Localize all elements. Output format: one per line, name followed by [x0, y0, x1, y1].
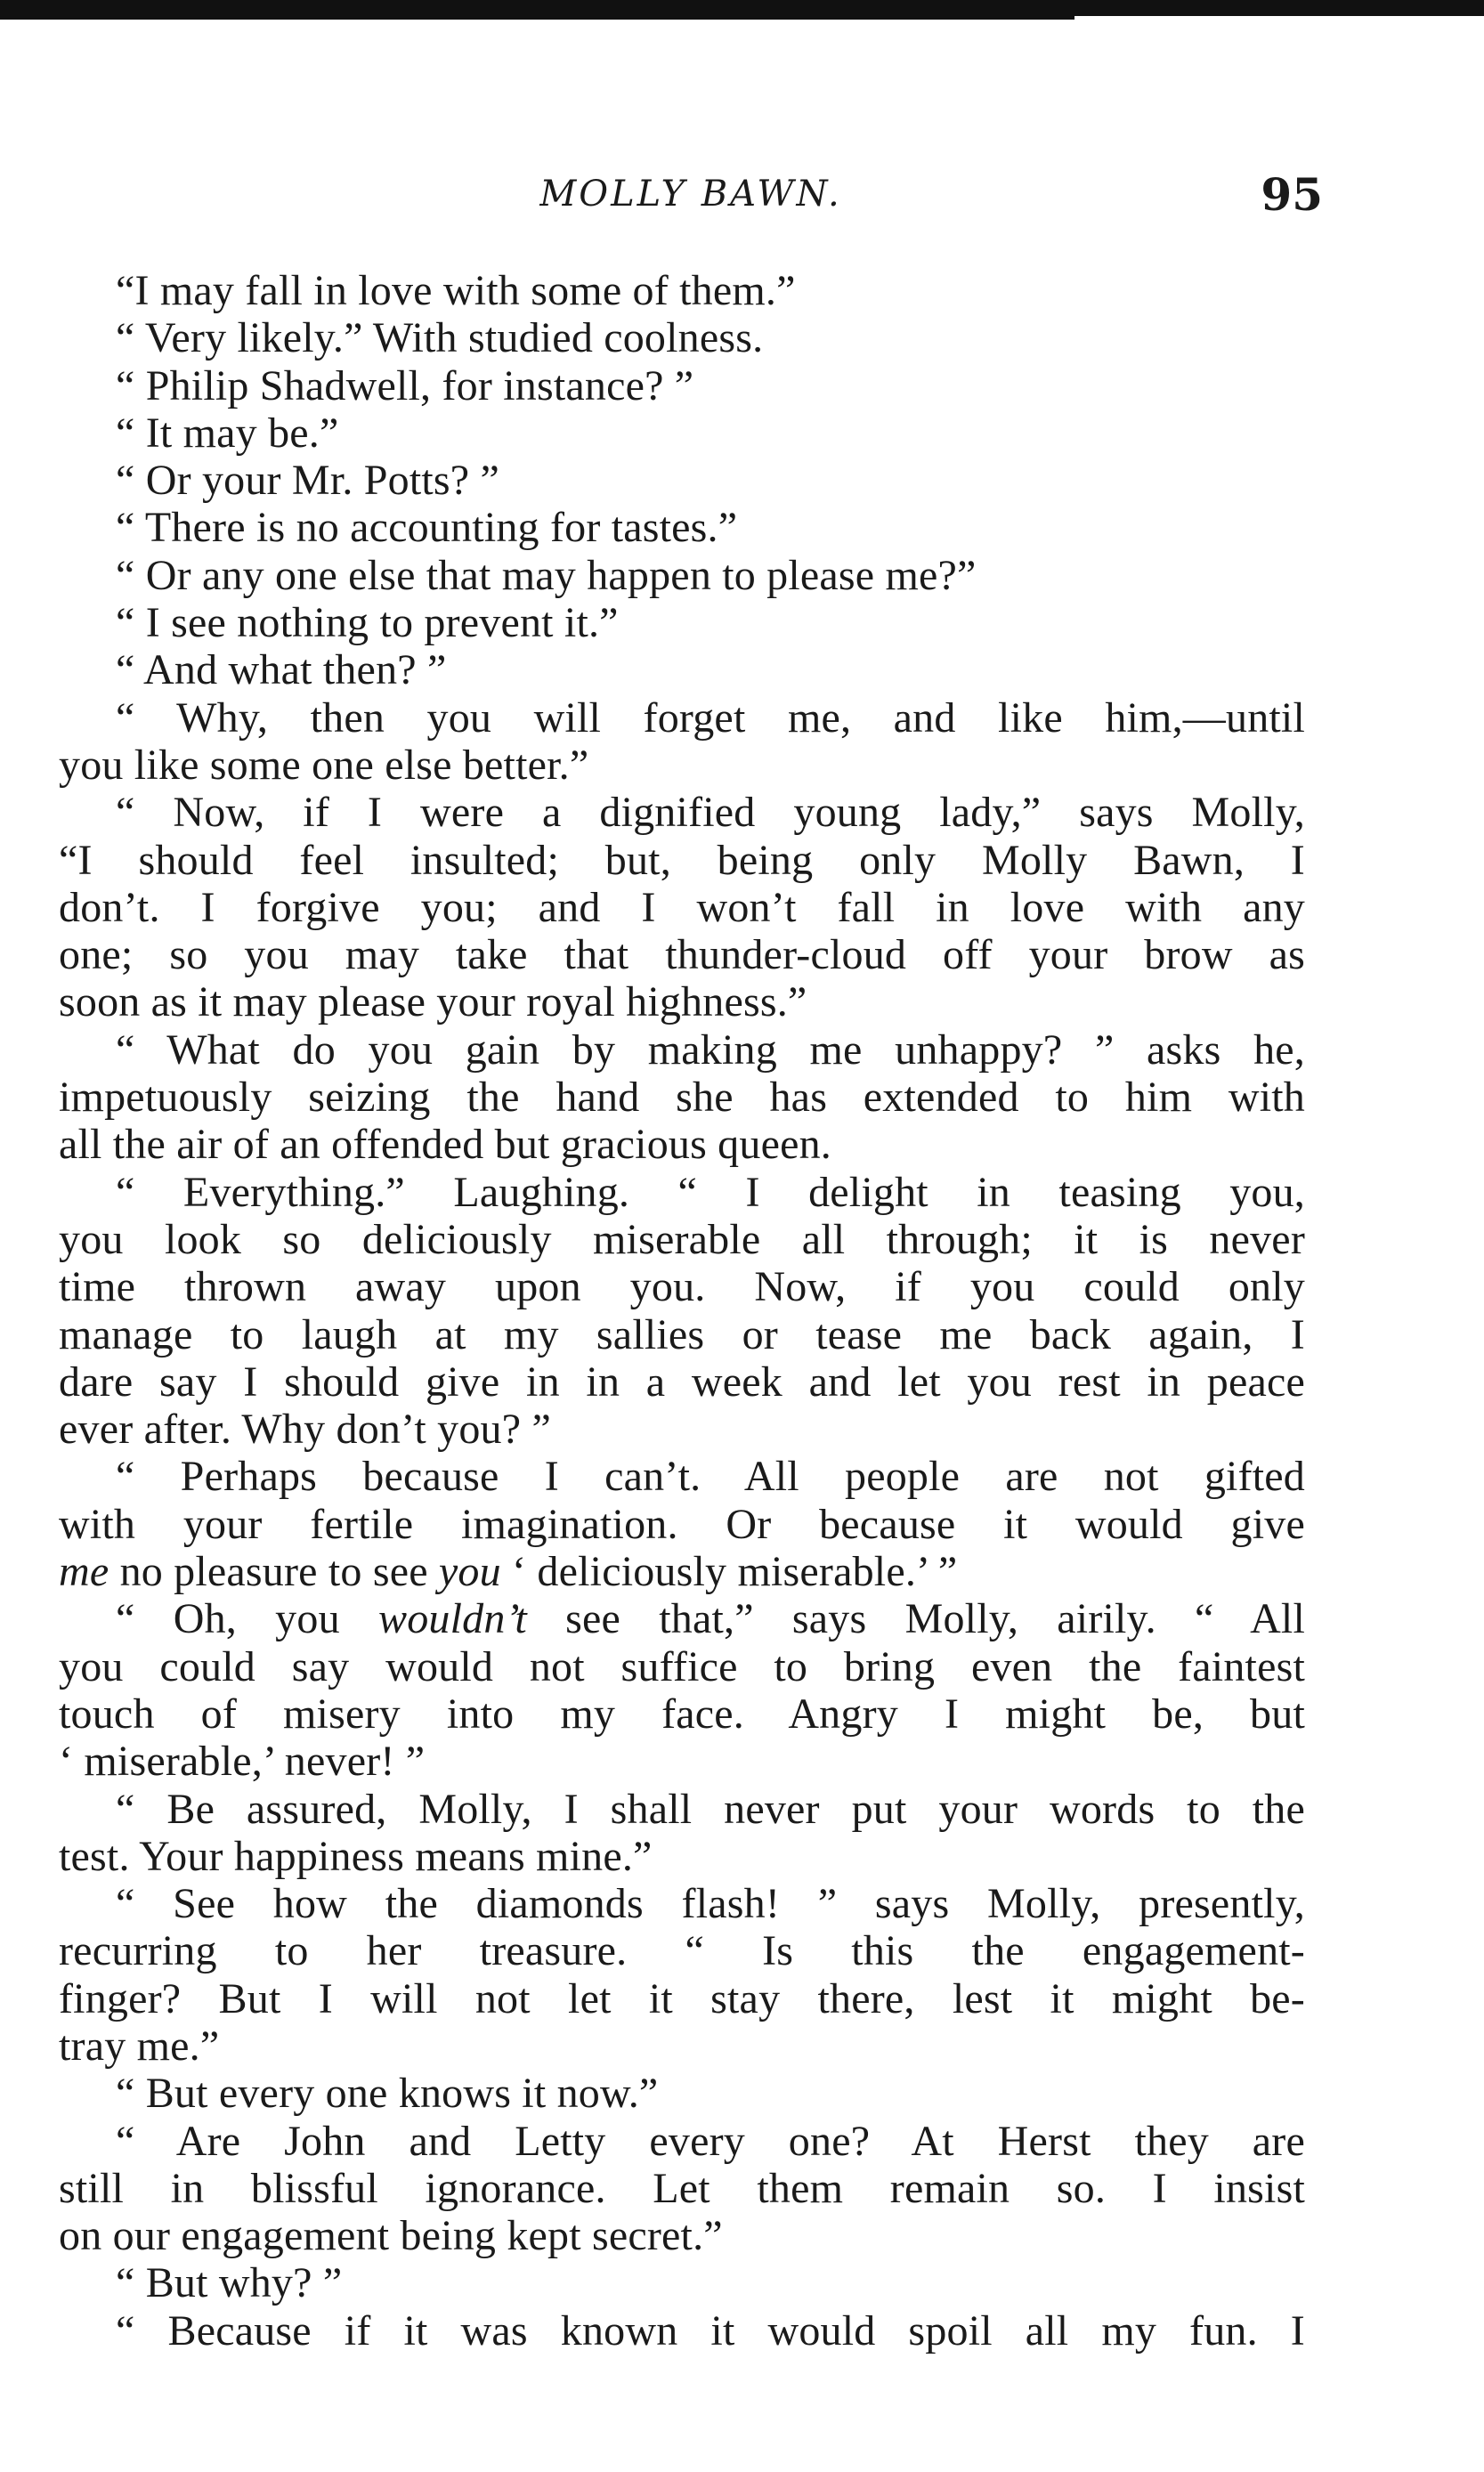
text-line: soon as it may please your royal highness.”: [59, 978, 807, 1026]
text-line: “ Philip Shadwell, for instance? ”: [116, 361, 694, 409]
text-run: “ Oh, you: [116, 1595, 378, 1643]
text-line: “ Are John and Letty every one? At Herst they are: [116, 2117, 1305, 2165]
text-line: finger? But I will not let it stay there, lest it might be-: [59, 1974, 1305, 2022]
text-line: on our engagement being kept secret.”: [59, 2212, 723, 2260]
text-line: “I should feel insulted; but, being only Molly Bawn, I: [59, 836, 1305, 884]
text-line: [59, 1548, 1305, 1595]
body-text: [59, 267, 1305, 2354]
text-line: touch of misery into my face. Angry I might be, but: [59, 1690, 1305, 1738]
text-line: one; so you may take that thunder-cloud off your brow as: [59, 931, 1305, 979]
text-line: ever after. Why don’t you? ”: [59, 1406, 551, 1454]
running-title: MOLLY BAWN.: [539, 174, 842, 215]
text-line: all the air of an offended but gracious queen.: [59, 1121, 831, 1169]
text-line: time thrown away upon you. Now, if you could only: [59, 1263, 1305, 1311]
top-border-rule: [0, 0, 1484, 20]
text-line: still in blissful ignorance. Let them remain so. I insist: [59, 2164, 1305, 2212]
text-run: see that,” says Molly, airily. “ All: [526, 1595, 1305, 1643]
text-line: you look so deliciously miserable all through; it is never: [59, 1215, 1305, 1263]
text-line: recurring to her treasure. “ Is this the engagement-: [59, 1927, 1305, 1975]
text-line: you like some one else better.”: [59, 741, 589, 789]
text-line: “ See how the diamonds flash! ” says Molly, presently,: [116, 1880, 1305, 1928]
text-line: “ Or any one else that may happen to please me?”: [116, 551, 977, 599]
italic-emphasis: you: [438, 1548, 501, 1596]
page-header: [59, 168, 1323, 236]
text-line: “ What do you gain by making me unhappy? ” asks he,: [116, 1025, 1305, 1074]
text-line: “ Be assured, Molly, I shall never put your words to the: [116, 1785, 1305, 1833]
italic-emphasis: wouldn’t: [377, 1595, 527, 1643]
text-line: “ It may be.”: [116, 409, 339, 457]
italic-emphasis: me: [59, 1548, 109, 1596]
text-line: “ But every one knows it now.”: [116, 2070, 659, 2118]
text-line: “ I see nothing to prevent it.”: [116, 599, 619, 647]
text-line: “ Or your Mr. Potts? ”: [116, 457, 500, 505]
text-line: ‘ miserable,’ never! ”: [59, 1738, 426, 1786]
text-line: test. Your happiness means mine.”: [59, 1832, 653, 1880]
text-line: you could say would not suffice to bring even the faintest: [59, 1642, 1305, 1690]
text-run: no pleasure to see: [109, 1548, 439, 1596]
text-run: ‘ deliciously miserable.’ ”: [500, 1548, 958, 1596]
text-line: dare say I should give in in a week and let you rest in peace: [59, 1358, 1305, 1406]
text-line: “ There is no accounting for tastes.”: [116, 504, 738, 552]
text-line: “ And what then? ”: [116, 646, 447, 694]
text-line: “ Because if it was known it would spoil all my fun. I: [116, 2306, 1305, 2354]
text-line: “ Why, then you will forget me, and like him,—until: [116, 693, 1305, 742]
text-line: “ Everything.” Laughing. “ I delight in teasing you,: [116, 1168, 1305, 1216]
text-line: tray me.”: [59, 2022, 220, 2070]
text-line: “ Perhaps because I can’t. All people are not gifted: [116, 1453, 1305, 1501]
text-line: “ But why? ”: [116, 2259, 343, 2307]
text-line: manage to laugh at my sallies or tease me back again, I: [59, 1310, 1305, 1358]
text-line: “ Now, if I were a dignified young lady,” says Molly,: [116, 789, 1305, 837]
page-number: 95: [1261, 168, 1323, 221]
text-line: [59, 1595, 1305, 1642]
text-line: “ Very likely.” With studied coolness.: [116, 314, 764, 362]
text-line: with your fertile imagination. Or because it would give: [59, 1500, 1305, 1548]
text-line: impetuously seizing the hand she has extended to him with: [59, 1074, 1305, 1122]
text-line: don’t. I forgive you; and I won’t fall in love with any: [59, 883, 1305, 931]
text-line: “I may fall in love with some of them.”: [116, 267, 796, 314]
